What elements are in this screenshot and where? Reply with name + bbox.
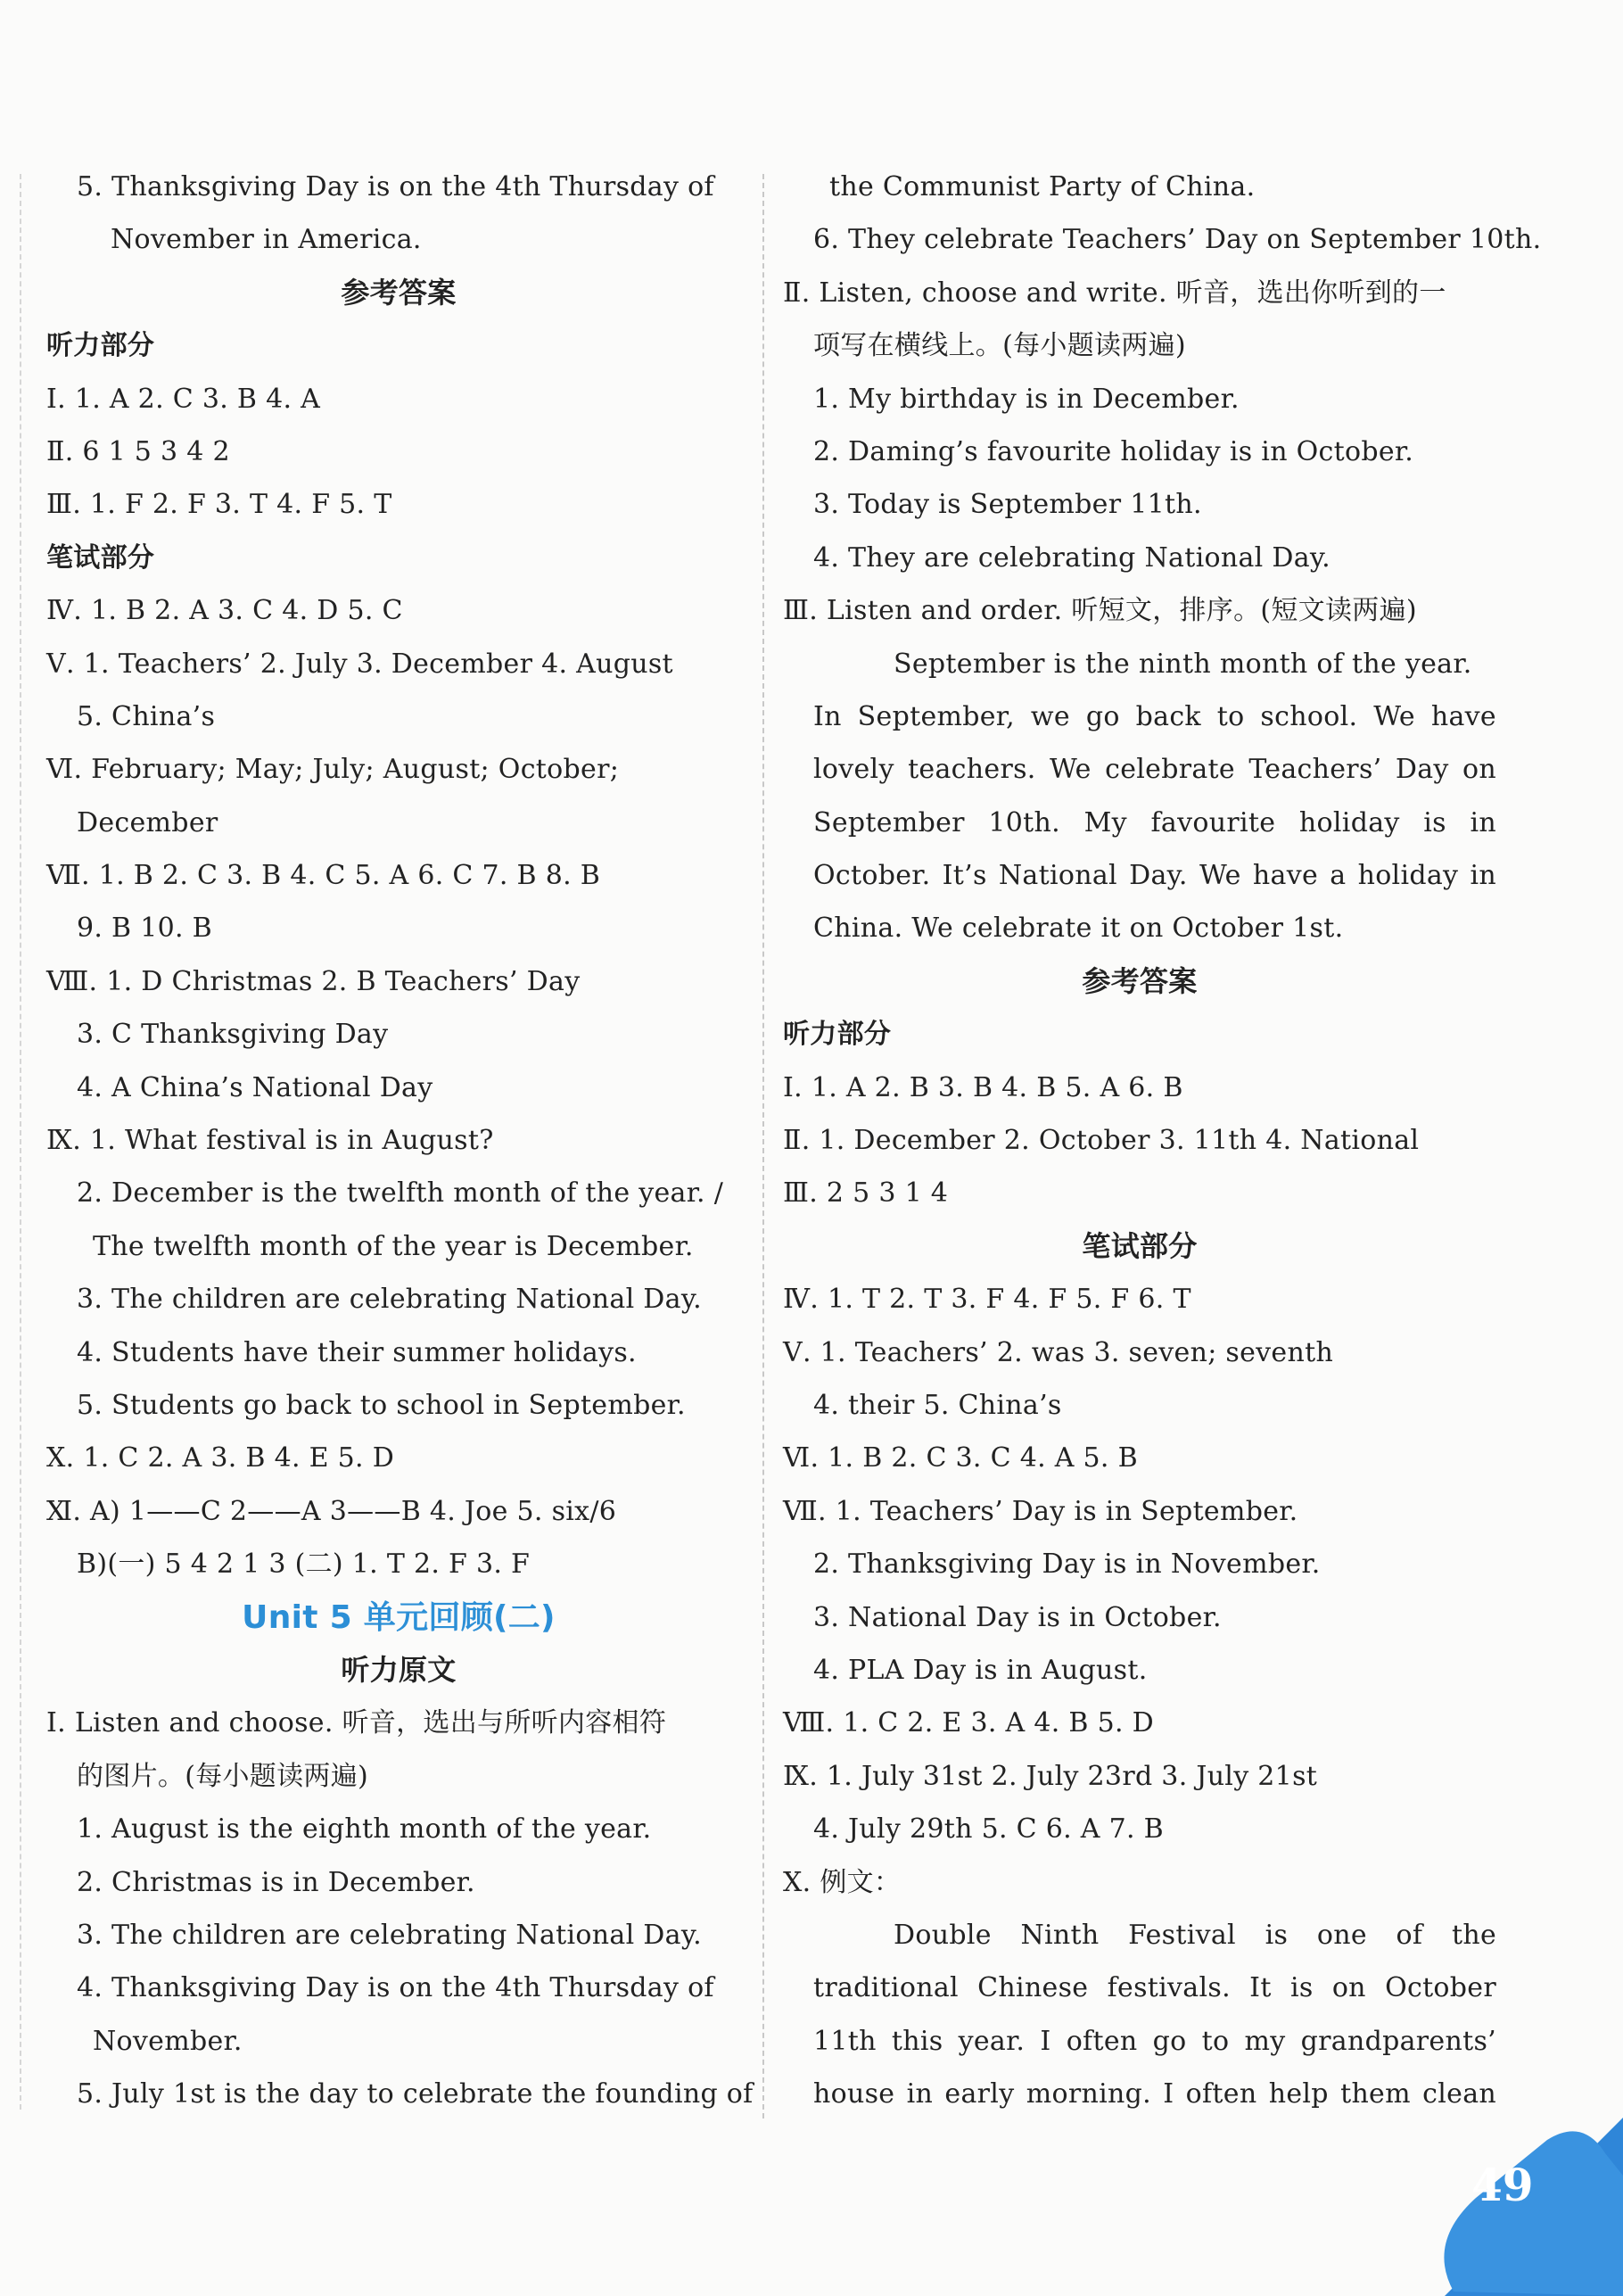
right-text-line: 4. They are celebrating National Day. — [813, 541, 1331, 574]
left-text-line: Ⅲ. 1. F 2. F 3. T 4. F 5. T — [46, 489, 392, 521]
right-text-line: traditional Chinese festivals. It is on October — [813, 1972, 1496, 2004]
right-text-line: Ⅰ. 1. A 2. B 3. B 4. B 5. A 6. B — [783, 1071, 1183, 1103]
right-text-line: In September, we go back to school. We have — [813, 700, 1496, 732]
right-text-line: 4. their 5. China’s — [813, 1389, 1062, 1421]
right-text-line: 1. My birthday is in December. — [813, 383, 1240, 415]
left-text-line: Ⅳ. 1. B 2. A 3. C 4. D 5. C — [46, 595, 403, 627]
left-text-line: 5. Thanksgiving Day is on the 4th Thursday of — [77, 171, 714, 202]
left-text-line: 听力部分 — [46, 330, 155, 362]
right-text-line: 11th this year. I often go to my grandparents’ — [813, 2025, 1496, 2057]
left-text-line: 3. The children are celebrating National Day. — [77, 1919, 702, 1951]
left-text-line: November in America. — [111, 224, 422, 256]
right-text-line: lovely teachers. We celebrate Teachers’ Day on — [813, 754, 1496, 786]
right-text-line: October. It’s National Day. We have a holiday in — [813, 860, 1496, 892]
left-text-line: 4. Students have their summer holidays. — [77, 1336, 637, 1368]
right-text-line: Ⅸ. 1. July 31st 2. July 23rd 3. July 21st — [783, 1760, 1318, 1792]
right-text-line: the Communist Party of China. — [829, 171, 1256, 202]
margin-dashed-line — [20, 174, 21, 2110]
left-text-line: 笔试部分 — [46, 541, 155, 574]
right-text-line: 项写在横线上。(每小题读两遍) — [813, 330, 1186, 362]
left-text-line: 5. China’s — [77, 700, 216, 732]
left-text-line: Ⅰ. 1. A 2. C 3. B 4. A — [46, 383, 321, 415]
left-text-line: 4. Thanksgiving Day is on the 4th Thursday of — [77, 1972, 714, 2004]
right-text-line: Ⅷ. 1. C 2. E 3. A 4. B 5. D — [783, 1707, 1154, 1739]
right-text-line: house in early morning. I often help them clean — [813, 2078, 1496, 2110]
left-text-line: 2. Christmas is in December. — [77, 1866, 475, 1898]
left-text-line: Ⅱ. 6 1 5 3 4 2 — [46, 435, 230, 467]
left-text-line: 9. B 10. B — [77, 913, 213, 945]
right-text-line: Ⅵ. 1. B 2. C 3. C 4. A 5. B — [783, 1442, 1138, 1474]
right-text-line: Ⅶ. 1. Teachers’ Day is in September. — [783, 1495, 1298, 1527]
left-text-line: November. — [93, 2025, 243, 2057]
right-column — [783, 161, 1542, 2120]
right-text-line: Ⅱ. Listen, choose and write. 听音，选出你听到的一 — [783, 277, 1446, 309]
left-text-line: Ⅸ. 1. What festival is in August? — [46, 1125, 494, 1157]
left-text-line: Ⅷ. 1. D Christmas 2. B Teachers’ Day — [46, 965, 581, 997]
right-text-line: Ⅳ. 1. T 2. T 3. F 4. F 5. F 6. T — [783, 1284, 1191, 1316]
page-number: 49 — [1471, 2159, 1534, 2211]
right-text-line: September is the ninth month of the year. — [894, 648, 1472, 680]
left-text-line: The twelfth month of the year is December. — [93, 1230, 694, 1262]
right-text-line: 2. Daming’s favourite holiday is in October. — [813, 435, 1414, 467]
left-text-line: Ⅴ. 1. Teachers’ 2. July 3. December 4. August — [46, 648, 673, 680]
right-text-line: 2. Thanksgiving Day is in November. — [813, 1549, 1321, 1581]
right-text-line: Ⅲ. Listen and order. 听短文，排序。(短文读两遍) — [783, 595, 1417, 627]
right-text-line: 参考答案 — [1082, 963, 1198, 998]
right-text-line: Ⅹ. 例文： — [783, 1866, 902, 1898]
left-text-line: Ⅰ. Listen and choose. 听音，选出与所听内容相符 — [46, 1707, 667, 1739]
right-text-line: 3. Today is September 11th. — [813, 489, 1202, 521]
left-text-line: 2. December is the twelfth month of the year. / — [77, 1177, 724, 1210]
right-text-line: September 10th. My favourite holiday is in — [813, 806, 1496, 838]
column-divider — [762, 174, 764, 2118]
left-text-line: 5. July 1st is the day to celebrate the founding of — [77, 2078, 754, 2110]
left-text-line: 3. C Thanksgiving Day — [77, 1019, 389, 1051]
left-text-line: 的图片。(每小题读两遍) — [77, 1760, 369, 1792]
left-text-line: Unit 5 单元回顾(二) — [242, 1598, 556, 1636]
left-text-line: 5. Students go back to school in September. — [77, 1389, 686, 1421]
right-text-line: 3. National Day is in October. — [813, 1601, 1222, 1633]
right-text-line: 6. They celebrate Teachers’ Day on September 10th. — [813, 224, 1542, 256]
right-text-line: 听力部分 — [783, 1019, 892, 1051]
right-text-line: Ⅱ. 1. December 2. October 3. 11th 4. National — [783, 1125, 1420, 1157]
left-text-line: Ⅵ. February; May; July; August; October; — [46, 754, 620, 786]
left-text-line: 参考答案 — [341, 275, 457, 310]
left-text-line: Ⅹ. 1. C 2. A 3. B 4. E 5. D — [46, 1442, 395, 1474]
right-text-line: Ⅲ. 2 5 3 1 4 — [783, 1177, 949, 1210]
left-text-line: Ⅶ. 1. B 2. C 3. B 4. C 5. A 6. C 7. B 8. B — [46, 860, 601, 892]
left-text-line: 1. August is the eighth month of the year. — [77, 1813, 652, 1846]
left-text-line: 4. A China’s National Day — [77, 1071, 433, 1103]
left-text-line: Ⅺ. A) 1——C 2——A 3——B 4. Joe 5. six/6 — [46, 1495, 617, 1527]
right-text-line: China. We celebrate it on October 1st. — [813, 913, 1344, 945]
left-text-line: 听力原文 — [341, 1652, 457, 1687]
left-column — [46, 161, 754, 2120]
left-text-line: B)(一) 5 4 2 1 3 (二) 1. T 2. F 3. F — [77, 1549, 531, 1581]
right-text-line: 笔试部分 — [1082, 1228, 1198, 1263]
right-text-line: Double Ninth Festival is one of the — [894, 1919, 1496, 1951]
right-text-line: Ⅴ. 1. Teachers’ 2. was 3. seven; seventh — [783, 1336, 1334, 1368]
right-text-line: 4. PLA Day is in August. — [813, 1654, 1148, 1686]
right-text-line: 4. July 29th 5. C 6. A 7. B — [813, 1813, 1164, 1846]
left-text-line: December — [77, 806, 218, 838]
left-text-line: 3. The children are celebrating National Day. — [77, 1284, 702, 1316]
